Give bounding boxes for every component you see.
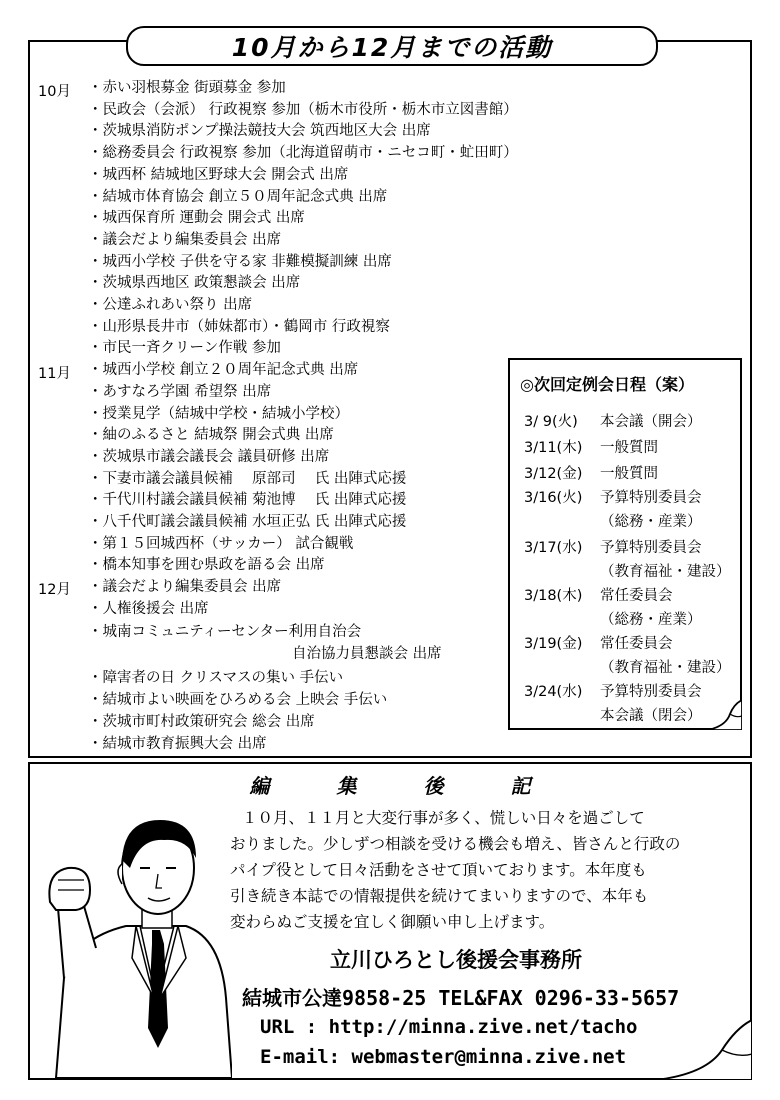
schedule-event-detail: 本会議（閉会） bbox=[600, 708, 702, 724]
activity-item: ・あすなろ学園 希望祭 出席 bbox=[88, 383, 272, 400]
page-curl-decoration bbox=[656, 1020, 752, 1080]
man-illustration bbox=[36, 798, 232, 1078]
activity-item: ・下妻市議会議員候補 原部司 氏 出陣式応援 bbox=[88, 470, 407, 487]
schedule-date: 3/ 9(火) bbox=[524, 414, 578, 430]
schedule-event: 一般質問 bbox=[600, 440, 658, 456]
activity-item: ・議会だより編集委員会 出席 bbox=[88, 231, 282, 248]
activity-item: ・人権後援会 出席 bbox=[88, 600, 209, 617]
editor-paragraph-line: 変わらぬご支援を宜しく御願い申し上げます。 bbox=[230, 913, 555, 931]
activity-item: ・障害者の日 クリスマスの集い 手伝い bbox=[88, 670, 344, 686]
editor-paragraph-line: １０月、１１月と大変行事が多く、慌しい日々を過ごして bbox=[242, 809, 645, 827]
activity-item: ・結城市体育協会 創立５０周年記念式典 出席 bbox=[88, 188, 388, 205]
activity-item: ・城西保育所 運動会 開会式 出席 bbox=[88, 210, 305, 227]
editor-note-heading bbox=[30, 770, 750, 799]
activity-item: ・第１５回城西杯（サッカー） 試合観戦 bbox=[88, 535, 354, 552]
activity-item: ・城西杯 結城地区野球大会 開会式 出席 bbox=[88, 166, 349, 183]
heading-char: 記 bbox=[510, 774, 531, 798]
editor-paragraph-line: パイプ役として日々活動をさせて頂いております。本年度も bbox=[230, 861, 647, 879]
activity-item: ・結城市教育振興大会 出席 bbox=[88, 736, 267, 752]
heading-char: 後 bbox=[423, 774, 444, 798]
editor-note-panel bbox=[28, 762, 752, 1080]
editor-paragraph-line: 引き続き本誌での情報提供を続けてまいりますので、本年も bbox=[230, 887, 649, 905]
activity-item: ・茨城県消防ポンプ操法競技大会 筑西地区大会 出席 bbox=[88, 123, 431, 140]
activity-item: ・授業見学（結城中学校・結城小学校） bbox=[88, 405, 349, 422]
activity-item: ・城西小学校 子供を守る家 非難模擬訓練 出席 bbox=[88, 253, 392, 270]
schedule-date: 3/17(水) bbox=[524, 540, 583, 556]
activity-item: ・議会だより編集委員会 出席 bbox=[88, 579, 282, 596]
schedule-event: 一般質問 bbox=[600, 466, 658, 482]
activity-item: ・結城市よい映画をひろめる会 上映会 手伝い bbox=[88, 692, 388, 708]
office-name: 立川ひろとし後援会事務所 bbox=[330, 948, 582, 972]
month-label-october: 10月 bbox=[38, 84, 71, 100]
activity-item: ・民政会（会派） 行政視察 参加（栃木市役所・栃木市立図書館） bbox=[88, 101, 518, 118]
schedule-date: 3/18(木) bbox=[524, 588, 583, 604]
schedule-date: 3/11(木) bbox=[524, 440, 583, 456]
heading-char: 集 bbox=[336, 774, 357, 798]
schedule-title: ◎次回定例会日程（案） bbox=[520, 375, 694, 394]
activity-item: ・市民一斉クリーン作戦 参加 bbox=[88, 340, 281, 357]
activity-item: ・茨城県西地区 政策懇談会 出席 bbox=[88, 275, 301, 292]
schedule-event: 常任委員会 bbox=[600, 636, 673, 652]
page-curl-decoration bbox=[708, 700, 742, 730]
schedule-date: 3/19(金) bbox=[524, 636, 583, 652]
activity-item-continuation: 自治協力員懇談会 出席 bbox=[292, 646, 442, 662]
schedule-event-detail: （教育福祉・建設） bbox=[600, 564, 731, 580]
month-label-november: 11月 bbox=[38, 366, 71, 382]
activity-item: ・千代川村議会議員候補 菊池博 氏 出陣式応援 bbox=[88, 492, 407, 509]
schedule-event: 予算特別委員会 bbox=[600, 490, 702, 506]
editor-paragraph-line: おりました。少しずつ相談を受ける機会も増え、皆さんと行政の bbox=[230, 835, 681, 853]
activity-item: ・茨城県市議会議長会 議員研修 出席 bbox=[88, 448, 330, 465]
schedule-date: 3/24(水) bbox=[524, 684, 583, 700]
activity-item: ・茨城市町村政策研究会 総会 出席 bbox=[88, 714, 315, 730]
activity-item: ・八千代町議会議員候補 水垣正弘 氏 出陣式応援 bbox=[88, 514, 407, 530]
activity-item: ・公達ふれあい祭り 出席 bbox=[88, 297, 253, 313]
page-title: 10月から12月までの活動 bbox=[126, 26, 658, 66]
email-address[interactable]: E-mail: webmaster@minna.zive.net bbox=[260, 1046, 627, 1068]
month-label-december: 12月 bbox=[38, 582, 71, 598]
activity-item: ・山形県長井市（姉妹都市）・鶴岡市 行政視察 bbox=[88, 318, 390, 335]
activity-item: ・紬のふるさと 結城祭 開会式典 出席 bbox=[88, 427, 334, 444]
schedule-event-detail: （総務・産業） bbox=[600, 612, 702, 628]
heading-char: 編 bbox=[249, 774, 270, 798]
activity-item: ・総務委員会 行政視察 参加（北海道留萌市・ニセコ町・虻田町） bbox=[88, 145, 518, 162]
website-url[interactable]: URL : http://minna.zive.net/tacho bbox=[260, 1016, 638, 1038]
schedule-date: 3/12(金) bbox=[524, 466, 583, 482]
activity-item: ・城南コミュニティーセンター利用自治会 bbox=[88, 624, 362, 640]
activity-item: ・赤い羽根募金 街頭募金 参加 bbox=[88, 80, 286, 96]
schedule-event-detail: （教育福祉・建設） bbox=[600, 660, 731, 676]
schedule-event: 常任委員会 bbox=[600, 588, 673, 604]
office-address: 結城市公達9858-25 TEL&FAX 0296-33-5657 bbox=[242, 986, 680, 1010]
schedule-event: 本会議（開会） bbox=[600, 414, 702, 430]
schedule-event: 予算特別委員会 bbox=[600, 540, 702, 556]
session-schedule-box bbox=[508, 358, 742, 730]
schedule-event-detail: （総務・産業） bbox=[600, 514, 702, 530]
activity-item: ・城西小学校 創立２０周年記念式典 出席 bbox=[88, 362, 359, 379]
schedule-event: 予算特別委員会 bbox=[600, 684, 702, 700]
activity-item: ・橋本知事を囲む県政を語る会 出席 bbox=[88, 557, 325, 574]
schedule-date: 3/16(火) bbox=[524, 490, 583, 506]
